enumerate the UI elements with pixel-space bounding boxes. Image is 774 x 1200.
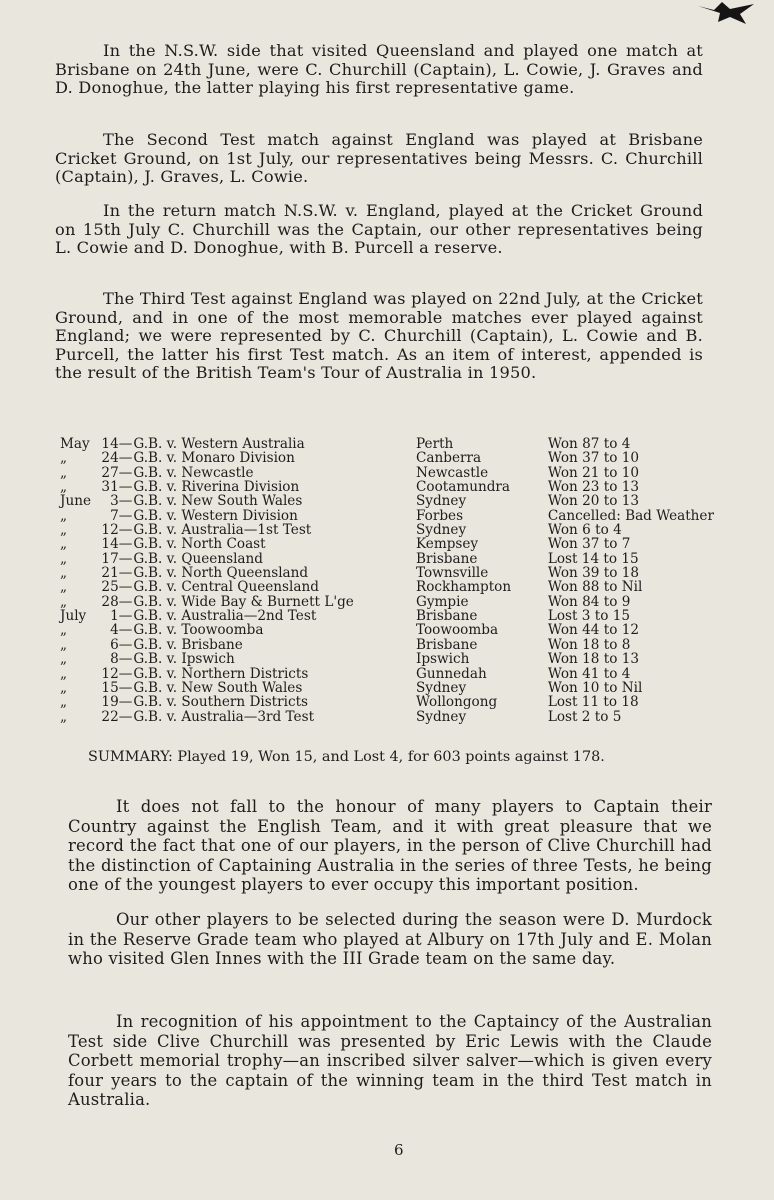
fixture-month: „: [60, 593, 68, 610]
paragraph-other-players: Our other players to be selected during the season were D. Murdock in the Reserve Grade team who played at Albury on 17th July and E. Molan who visited Glen Innes with the III Grade team on the same day.: [68, 910, 712, 968]
fixture-result: Won 84 to 9: [547, 593, 631, 610]
fixture-day: 21—: [101, 565, 133, 582]
corner-ink-mark-icon: [696, 0, 756, 26]
fixture-row: [60, 537, 714, 551]
fixture-day: 17—: [101, 550, 133, 567]
paragraph-trophy: In recognition of his appointment to the Captaincy of the Australian Test side Clive Churchill was presented by Eric Lewis with the Claude Corbett memorial trophy—an inscribed silver salver—which is given every four years to the captain of the winning team in the third Test match in Australia.: [68, 1012, 712, 1109]
fixture-day: 14—: [101, 536, 133, 553]
fixture-row: [60, 681, 714, 695]
fixture-month: „: [60, 708, 68, 725]
fixture-row: [60, 480, 714, 494]
fixture-day: 31—: [101, 479, 133, 496]
fixture-result: Lost 11 to 18: [547, 694, 639, 711]
fixture-result: Lost 14 to 15: [547, 550, 639, 567]
tour-results-table: [60, 437, 714, 724]
fixture-row: [60, 710, 714, 724]
fixture-row: [60, 667, 714, 681]
fixture-month: „: [60, 522, 68, 539]
fixture-result: Won 18 to 8: [547, 636, 631, 653]
fixture-venue: Brisbane: [415, 608, 478, 625]
fixture-venue: Townsville: [415, 565, 489, 582]
fixture-row: [60, 638, 714, 652]
fixture-match: G.B. v. North Queensland: [133, 565, 309, 582]
fixture-day: 12—: [101, 665, 133, 682]
page-number: 6: [394, 1141, 404, 1159]
fixture-row: [60, 509, 714, 523]
fixture-venue: Cootamundra: [415, 479, 511, 496]
fixture-day: 28—: [101, 593, 133, 610]
fixture-match: G.B. v. Australia—2nd Test: [133, 608, 317, 625]
fixture-month: „: [60, 479, 68, 496]
fixture-result: Won 41 to 4: [547, 665, 631, 682]
fixture-row: [60, 451, 714, 465]
fixture-match: G.B. v. Australia—3rd Test: [133, 708, 315, 725]
fixture-match: G.B. v. New South Wales: [133, 679, 303, 696]
fixture-month: „: [60, 679, 68, 696]
fixture-match: G.B. v. Brisbane: [133, 636, 243, 653]
fixture-match: G.B. v. Toowoomba: [133, 622, 264, 639]
fixture-row: [60, 609, 714, 623]
fixture-result: Won 18 to 13: [547, 651, 640, 668]
fixture-venue: Newcastle: [415, 464, 489, 481]
fixture-day: 22—: [101, 708, 133, 725]
fixture-row: [60, 623, 714, 637]
fixture-month: „: [60, 651, 68, 668]
fixture-match: G.B. v. Queensland: [133, 550, 263, 567]
fixture-match: G.B. v. Western Division: [133, 507, 298, 524]
fixture-month: „: [60, 450, 68, 467]
fixture-result: Won 37 to 7: [547, 536, 631, 553]
fixture-day: 27—: [101, 464, 133, 481]
fixture-venue: Gympie: [415, 593, 469, 610]
fixture-month: „: [60, 636, 68, 653]
fixture-venue: Toowoomba: [415, 622, 499, 639]
fixture-match: G.B. v. Monaro Division: [133, 450, 295, 467]
fixture-venue: Sydney: [415, 493, 467, 510]
fixture-month: „: [60, 622, 68, 639]
fixture-venue: Forbes: [415, 507, 464, 524]
fixture-match: G.B. v. Western Australia: [133, 436, 305, 452]
paragraph-second-test: The Second Test match against England was played at Brisbane Cricket Ground, on 1st July, our representatives being Messrs. C. Churchill (Captain), J. Graves, L. Cowie.: [55, 130, 703, 186]
fixture-row: [60, 437, 714, 451]
fixture-row: [60, 552, 714, 566]
fixture-result: Won 10 to Nil: [547, 679, 643, 696]
fixture-result: Won 37 to 10: [547, 450, 640, 467]
fixture-result: Won 87 to 4: [547, 436, 631, 452]
fixture-row: [60, 566, 714, 580]
fixture-day: 1—: [110, 608, 133, 625]
fixture-result: Won 23 to 13: [547, 479, 640, 496]
fixture-month: „: [60, 565, 68, 582]
fixture-venue: Gunnedah: [415, 665, 487, 682]
fixture-result: Lost 2 to 5: [547, 708, 622, 725]
fixture-month: „: [60, 536, 68, 553]
paragraph-captaincy: It does not fall to the honour of many players to Captain their Country against the English Team, and it with great pleasure that we record the fact that one of our players, in the person of Clive Churchill had the distinction of Captaining Australia in the series of three Tests, he being one of the youngest players to ever occupy this important position.: [68, 797, 712, 894]
fixture-day: 19—: [101, 694, 133, 711]
fixture-match: G.B. v. Southern Districts: [133, 694, 309, 711]
fixture-row: [60, 494, 714, 508]
fixture-venue: Brisbane: [415, 550, 478, 567]
fixture-venue: Ipswich: [415, 651, 470, 668]
fixture-result: Lost 3 to 15: [547, 608, 631, 625]
paragraph-return-match: In the return match N.S.W. v. England, played at the Cricket Ground on 15th July C. Churchill was the Captain, our other representatives being L. Cowie and D. Donoghue, with B. Purcell a reserve.: [55, 201, 703, 257]
fixture-result: Won 20 to 13: [547, 493, 640, 510]
fixture-day: 12—: [101, 522, 133, 539]
fixture-result: Won 44 to 12: [547, 622, 640, 639]
tour-summary: SUMMARY: Played 19, Won 15, and Lost 4, for 603 points against 178.: [88, 749, 605, 765]
fixture-day: 4—: [110, 622, 133, 639]
fixture-result: Won 21 to 10: [547, 464, 640, 481]
fixture-row: [60, 466, 714, 480]
fixture-match: G.B. v. North Coast: [133, 536, 266, 553]
fixture-venue: Sydney: [415, 708, 467, 725]
fixture-day: 7—: [110, 507, 133, 524]
fixture-venue: Sydney: [415, 522, 467, 539]
fixture-row: [60, 652, 714, 666]
fixture-venue: Canberra: [415, 450, 482, 467]
fixture-month: June: [60, 493, 92, 510]
paragraph-third-test: The Third Test against England was played on 22nd July, at the Cricket Ground, and in one of the most memorable matches ever played against England; we were represented by C. Churchill (Captain), L. Cowie and B. Purcell, the latter his first Test match. As an item of interest, appended is the result of the British Team's Tour of Australia in 1950.: [55, 289, 703, 382]
fixture-day: 14—: [101, 436, 133, 452]
fixture-day: 3—: [110, 493, 133, 510]
fixture-month: May: [60, 436, 90, 452]
fixture-month: „: [60, 665, 68, 682]
fixture-match: G.B. v. Australia—1st Test: [133, 522, 312, 539]
fixture-venue: Rockhampton: [415, 579, 512, 596]
fixture-result: Won 39 to 18: [547, 565, 640, 582]
fixture-result: Won 6 to 4: [547, 522, 622, 539]
fixture-day: 24—: [101, 450, 133, 467]
fixture-result: Cancelled: Bad Weather: [547, 507, 714, 524]
paragraph-nsw-queensland: In the N.S.W. side that visited Queensland and played one match at Brisbane on 24th June, were C. Churchill (Captain), L. Cowie, J. Graves and D. Donoghue, the latter playing his first representative game.: [55, 41, 703, 97]
fixture-venue: Wollongong: [415, 694, 498, 711]
fixture-match: G.B. v. Newcastle: [133, 464, 254, 481]
fixture-venue: Brisbane: [415, 636, 478, 653]
fixture-venue: Kempsey: [415, 536, 479, 553]
fixture-result: Won 88 to Nil: [547, 579, 643, 596]
fixture-row: [60, 595, 714, 609]
fixture-day: 15—: [101, 679, 133, 696]
fixture-month: „: [60, 464, 68, 481]
fixture-month: July: [60, 608, 87, 625]
fixture-match: G.B. v. Northern Districts: [133, 665, 309, 682]
fixture-month: „: [60, 507, 68, 524]
fixture-row: [60, 580, 714, 594]
fixture-month: „: [60, 694, 68, 711]
fixture-row: [60, 523, 714, 537]
fixture-day: 25—: [101, 579, 133, 596]
fixture-match: G.B. v. Wide Bay & Burnett L'ge: [133, 593, 354, 610]
fixture-day: 6—: [110, 636, 133, 653]
fixture-match: G.B. v. Ipswich: [133, 651, 235, 668]
fixture-row: [60, 695, 714, 709]
fixture-day: 8—: [110, 651, 133, 668]
fixture-venue: Sydney: [415, 679, 467, 696]
fixture-venue: Perth: [415, 436, 454, 452]
fixture-month: „: [60, 579, 68, 596]
fixture-month: „: [60, 550, 68, 567]
fixture-match: G.B. v. Riverina Division: [133, 479, 300, 496]
fixture-match: G.B. v. New South Wales: [133, 493, 303, 510]
fixture-match: G.B. v. Central Queensland: [133, 579, 319, 596]
